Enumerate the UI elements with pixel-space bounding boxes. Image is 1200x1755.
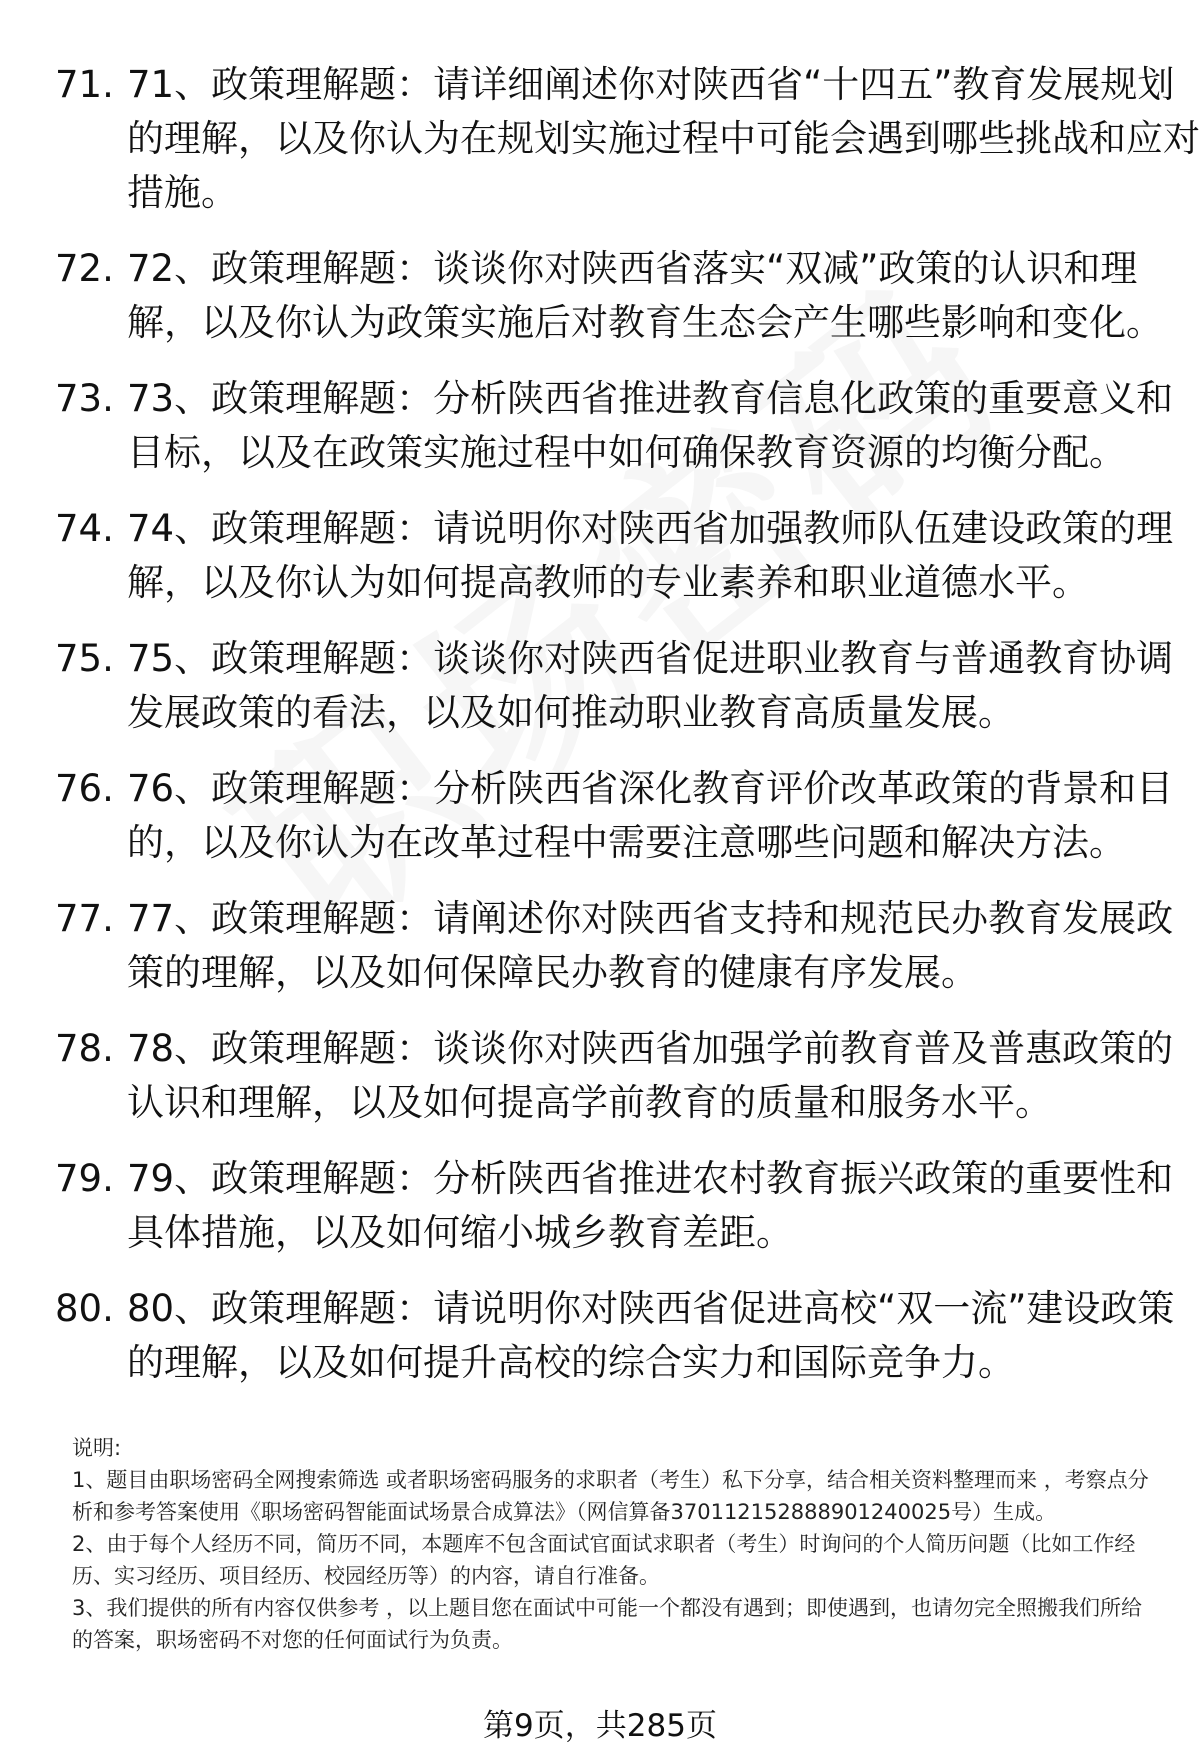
question-number: 80. [55,1287,114,1330]
question-text: 73、政策理解题：分析陕西省推进教育信息化政策的重要意义和目标，以及在政策实施过程中如何确保教育资源的均衡分配。 [127,377,1174,474]
question-number: 71. [55,63,114,106]
question-text: 76、政策理解题：分析陕西省深化教育评价改革政策的背景和目的，以及你认为在改革过程中需要注意哪些问题和解决方法。 [127,767,1174,864]
question-number: 72. [55,247,114,290]
question-text: 74、政策理解题：请说明你对陕西省加强教师队伍建设政策的理解，以及你认为如何提高教师的专业素养和职业道德水平。 [127,507,1174,604]
notes-title: 说明: [72,1436,122,1460]
question-number: 77. [55,897,114,940]
note-item: 2、由于每个人经历不同，简历不同，本题库不包含面试官面试求职者（考生）时询问的个人简历问题（比如工作经历、实习经历、项目经历、校园经历等）的内容，请自行准备。 [72,1532,1136,1588]
question-item [55,242,1163,350]
question-text: 79、政策理解题：分析陕西省推进农村教育振兴政策的重要性和具体措施，以及如何缩小城乡教育差距。 [127,1157,1174,1254]
question-number: 75. [55,637,114,680]
question-list [55,58,1200,1412]
question-number: 74. [55,507,114,550]
question-number: 73. [55,377,114,420]
question-text: 71、政策理解题：请详细阐述你对陕西省“十四五”教育发展规划的理解，以及你认为在规划实施过程中可能会遇到哪些挑战和应对措施。 [127,63,1200,214]
question-number: 78. [55,1027,114,1070]
question-item [55,632,1174,740]
question-text: 72、政策理解题：谈谈你对陕西省落实“双减”政策的认识和理解，以及你认为政策实施后对教育生态会产生哪些影响和变化。 [127,247,1163,344]
notes-section [72,1432,1152,1656]
question-item [55,1152,1174,1260]
question-item [55,58,1200,220]
question-item [55,762,1174,870]
question-item [55,1282,1175,1390]
question-item [55,1022,1174,1130]
question-text: 75、政策理解题：谈谈你对陕西省促进职业教育与普通教育协调发展政策的看法，以及如何推动职业教育高质量发展。 [127,637,1174,734]
question-number: 76. [55,767,114,810]
question-item [55,502,1174,610]
question-text: 80、政策理解题：请说明你对陕西省促进高校“双一流”建设政策的理解，以及如何提升高校的综合实力和国际竞争力。 [127,1287,1175,1384]
question-number: 79. [55,1157,114,1200]
question-item [55,372,1174,480]
question-text: 77、政策理解题：请阐述你对陕西省支持和规范民办教育发展政策的理解，以及如何保障民办教育的健康有序发展。 [127,897,1174,994]
note-item: 1、题目由职场密码全网搜索筛选 或者职场密码服务的求职者（考生）私下分享，结合相关资料整理而来 ，考察点分析和参考答案使用《职场密码智能面试场景合成算法》（网信算备370112152888901240025号）生成。 [72,1468,1149,1524]
question-text: 78、政策理解题：谈谈你对陕西省加强学前教育普及普惠政策的认识和理解，以及如何提高学前教育的质量和服务水平。 [127,1027,1174,1124]
page-footer: 第9页，共285页 [483,1708,717,1744]
question-item [55,892,1174,1000]
note-item: 3、我们提供的所有内容仅供参考 ，以上题目您在面试中可能一个都没有遇到；即使遇到，也请勿完全照搬我们所给的答案，职场密码不对您的任何面试行为负责。 [72,1596,1143,1652]
